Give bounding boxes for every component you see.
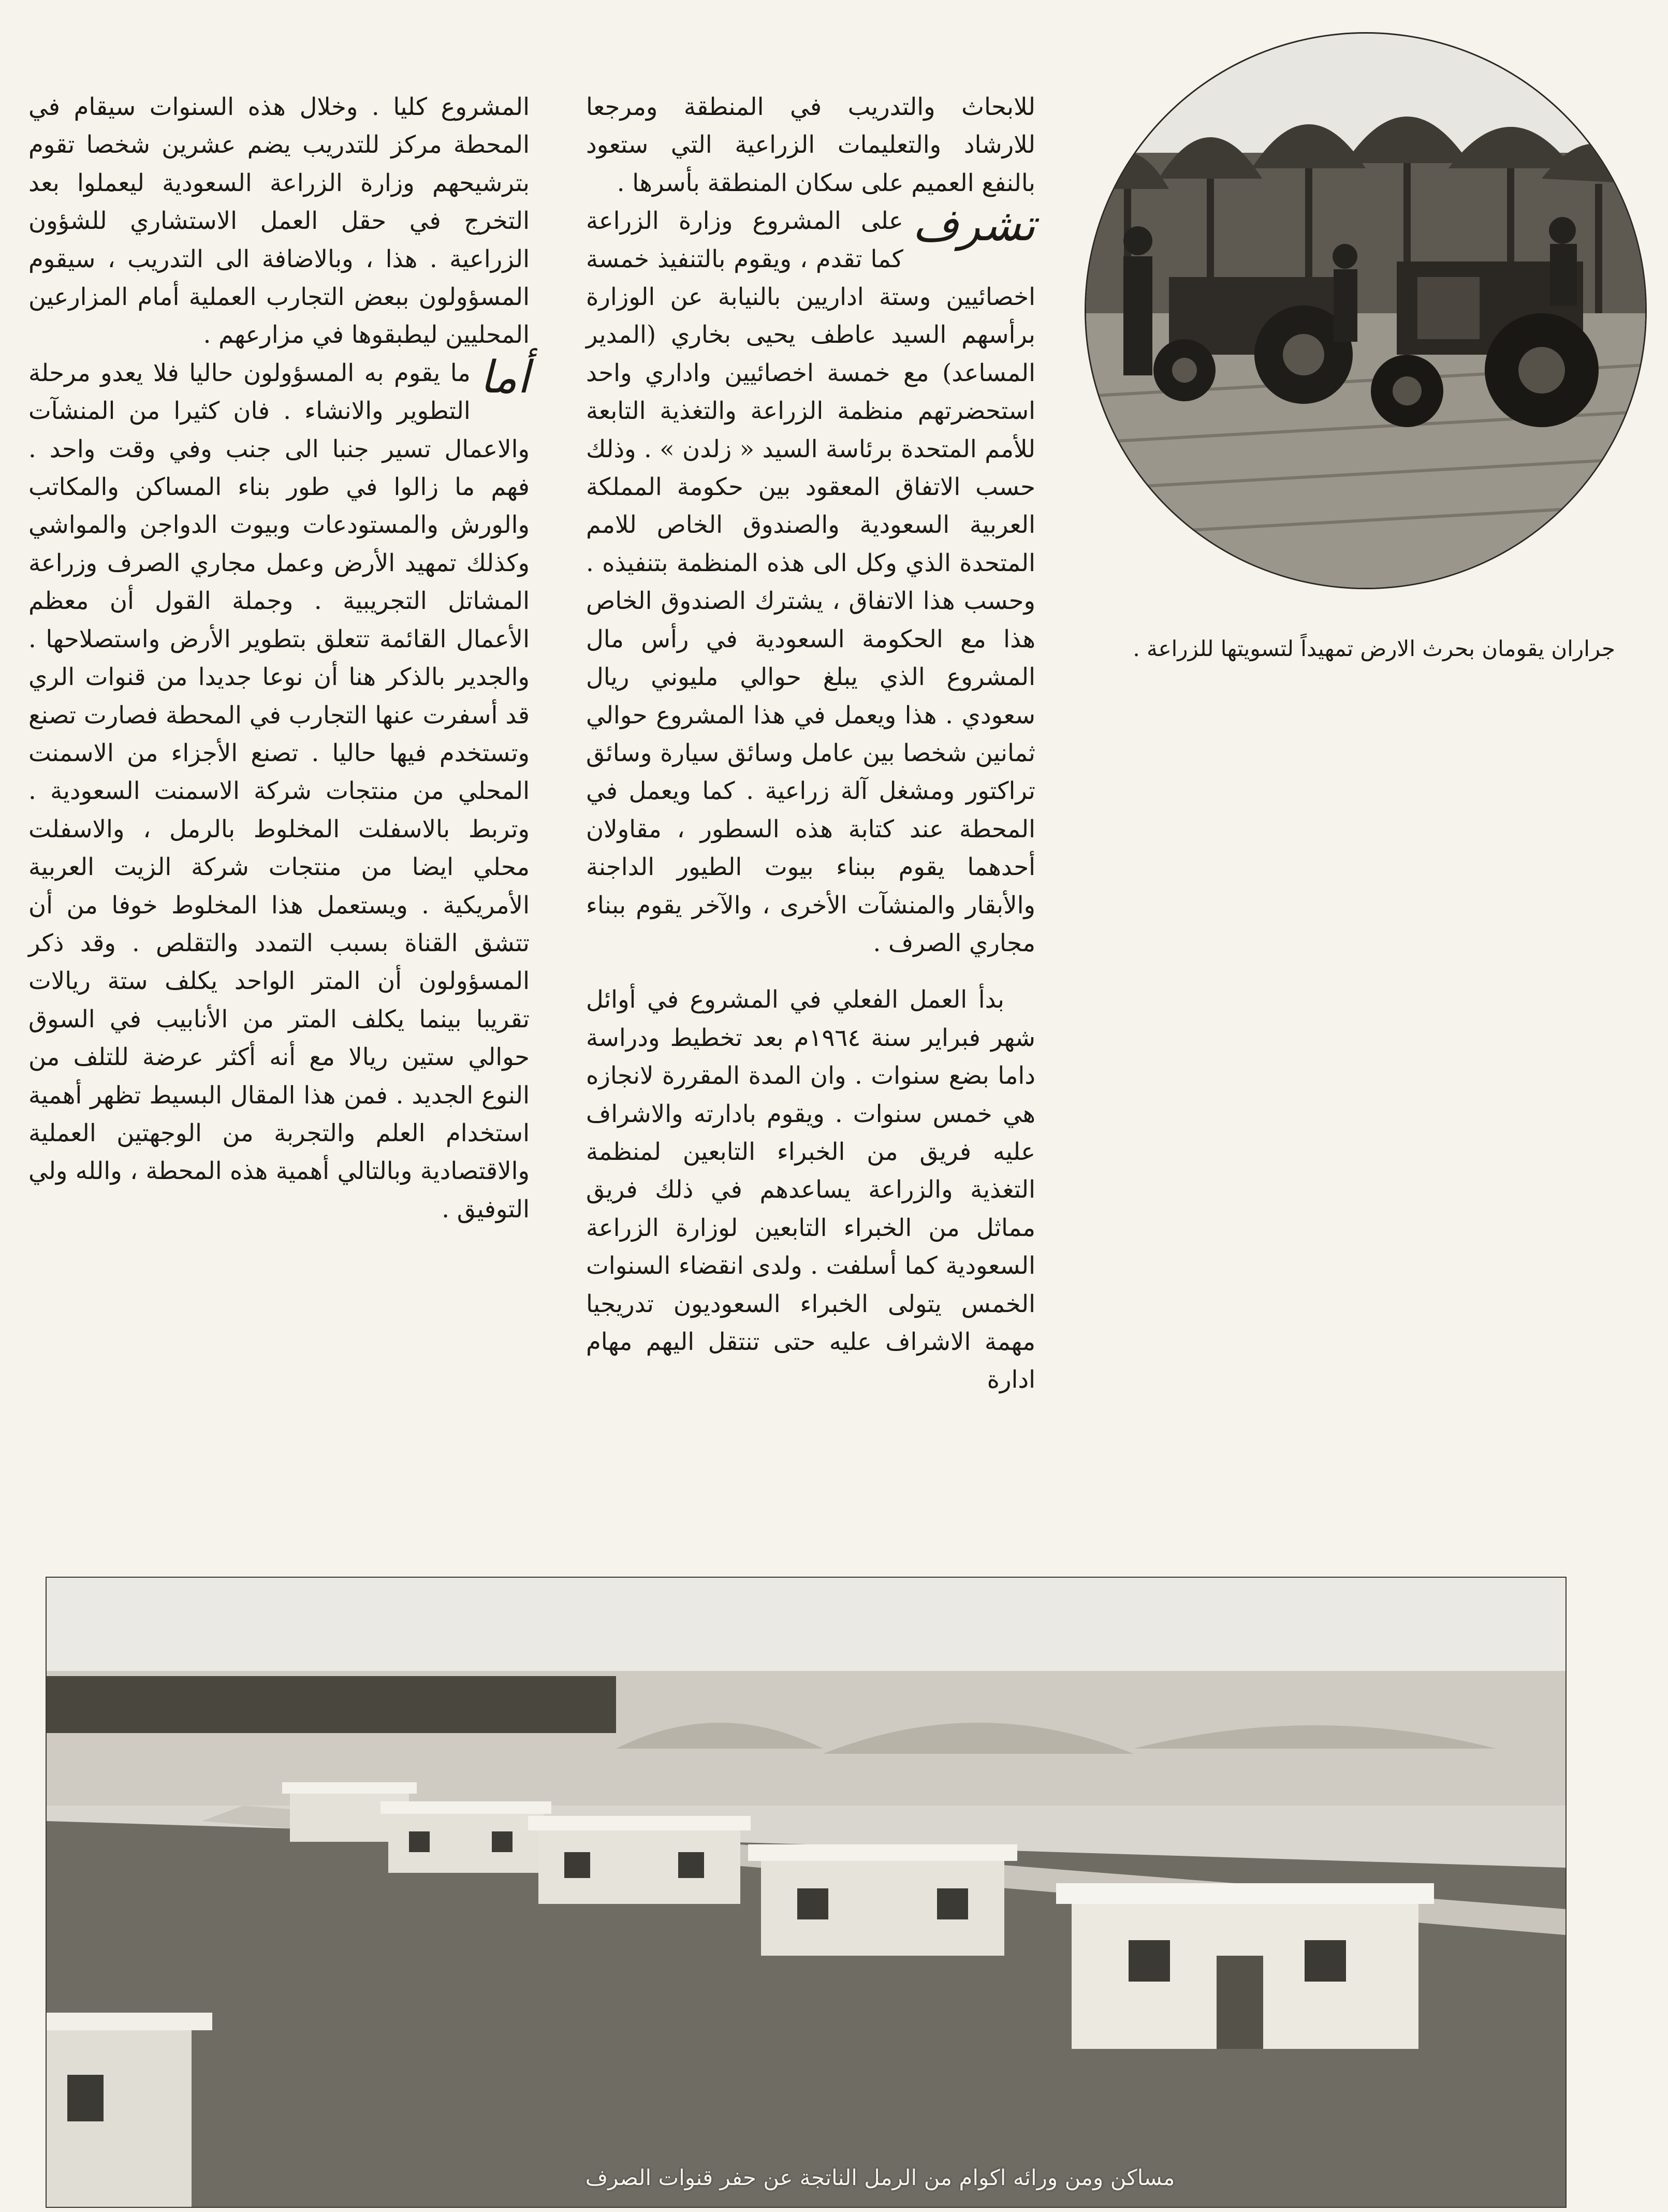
housing-photo-illustration bbox=[47, 1578, 1565, 2207]
house bbox=[528, 1816, 751, 1904]
paragraph: المشروع كليا . وخلال هذه السنوات سيقام في المحطة مركز للتدريب يضم عشرين شخصا تقوم بترشيحهم وزارة الزراعة السعودية ليعملوا بعد التخرج في حقل العمل الاستشاري للشؤون الزراعية . هذا ، وبالاضافة الى التدريب ، سيقوم المسؤولون ببعض التجارب العملية أمام المزارعين المحليين ليطبقوها في مزارعهم . bbox=[28, 93, 530, 349]
house bbox=[748, 1844, 1017, 1956]
paragraph-text: على المشروع وزارة الزراعة كما تقدم ، ويقوم بالتنفيذ خمسة اخصائيين وستة اداريين بالنيابة عن الوزارة برأسهم السيد عاطف يحيى بخاري (المدير المساعد) مع خمسة اخصائيين واداري واحد استحضرتهم منظمة الزراعة والتغذية التابعة للأمم المتحدة برئاسة السيد « زلدن » . وذلك حسب الاتفاق المعقود بين حكومة المملكة العربية السعودية والصندوق الخاص للامم المتحدة الذي وكل الى هذه المنظمة بتنفيذه . وحسب هذا الاتفاق ، يشترك الصندوق الخاص هذا مع الحكومة السعودية في رأس مال المشروع الذي يبلغ حوالي مليوني ريال سعودي . هذا ويعمل في هذا المشروع حوالي ثمانين شخصا بين عامل وسائق سيارة وسائق تراكتور ومشغل آلة زراعية . كما ويعمل في المحطة عند كتابة هذه السطور ، مقاولان أحدهما يقوم ببناء بيوت الطيور الداجنة والأبقار والمنشآت الأخرى ، والآخر يقوم ببناء مجاري الصرف . bbox=[586, 207, 1035, 957]
paragraph bbox=[586, 199, 1035, 962]
housing-photo bbox=[46, 1577, 1567, 2208]
tractor-photo bbox=[1085, 32, 1647, 589]
house bbox=[381, 1801, 551, 1873]
article-column-left bbox=[28, 88, 530, 1228]
tractor-photo-caption: جراران يقومان بحرث الارض تمهيداً لتسويتها للزراعة . bbox=[1133, 636, 1615, 661]
paragraph bbox=[28, 351, 530, 1228]
paragraph-text: ما يقوم به المسؤولون حاليا فلا يعدو مرحلة التطوير والانشاء . فان كثيرا من المنشآت والاعمال تسير جنبا الى جنب وفي وقت واحد . فهم ما زالوا في طور بناء المساكن والمكاتب والورش والمستودعات وبيوت الدواجن والمواشي وكذلك تمهيد الأرض وعمل مجاري الصرف وزراعة المشاتل التجريبية . وجملة القول أن معظم الأعمال القائمة تتعلق بتطوير الأرض واستصلاحها . والجدير بالذكر هنا أن نوعا جديدا من قنوات الري قد أسفرت عنها التجارب في المحطة فصارت تصنع وتستخدم فيها حاليا . تصنع الأجزاء من الاسمنت المحلي من منتجات شركة الاسمنت السعودية . وتربط بالاسفلت المخلوط بالرمل ، والاسفلت محلي ايضا من منتجات شركة الزيت العربية الأمريكية . ويستعمل هذا المخلوط خوفا من أن تتشق القناة بسبب التمدد والتقلص . وقد ذكر المسؤولون أن المتر الواحد يكلف ستة ريالات تقريبا بينما يكلف المتر من الأنابيب في السوق حوالي ستين ريالا مع أنه أكثر عرضة للتلف من النوع الجديد . فمن هذا المقال البسيط تظهر أهمية استخدام العلم والتجربة من الوجهتين العملية والاقتصادية وبالتالي أهمية هذه المحطة ، والله ولي التوفيق . bbox=[28, 358, 530, 1223]
tree-line bbox=[47, 1676, 616, 1733]
paragraph: بدأ العمل الفعلي في المشروع في أوائل شهر فبراير سنة ١٩٦٤م بعد تخطيط ودراسة داما بضع سنوات . وان المدة المقررة لانجازه هي خمس سنوات . ويقوم بادارته والاشراف عليه فريق من الخبراء التابعين لمنظمة التغذية والزراعة يساعدهم في ذلك فريق مماثل من الخبراء التابعين لوزارة الزراعة السعودية كما أسلفت . ولدى انقضاء السنوات الخمس يتولى الخبراء السعوديون تدريجيا مهمة الاشراف عليه حتى تنتقل اليهم مهام ادارة bbox=[586, 985, 1035, 1394]
drop-word: تشرف bbox=[912, 199, 1035, 252]
drop-word: أما bbox=[479, 351, 530, 403]
housing-photo-caption: مساكن ومن ورائه اكوام من الرمل الناتجة عن حفر قنوات الصرف bbox=[585, 2165, 1175, 2190]
house-foreground bbox=[47, 2013, 212, 2207]
paragraph: للابحاث والتدريب في المنطقة ومرجعا للارشاد والتعليمات الزراعية التي ستعود بالنفع العميم على سكان المنطقة بأسرها . bbox=[586, 93, 1035, 197]
tractor-photo-illustration bbox=[1086, 34, 1645, 588]
house bbox=[1056, 1883, 1434, 2049]
article-column-middle bbox=[586, 88, 1035, 1399]
